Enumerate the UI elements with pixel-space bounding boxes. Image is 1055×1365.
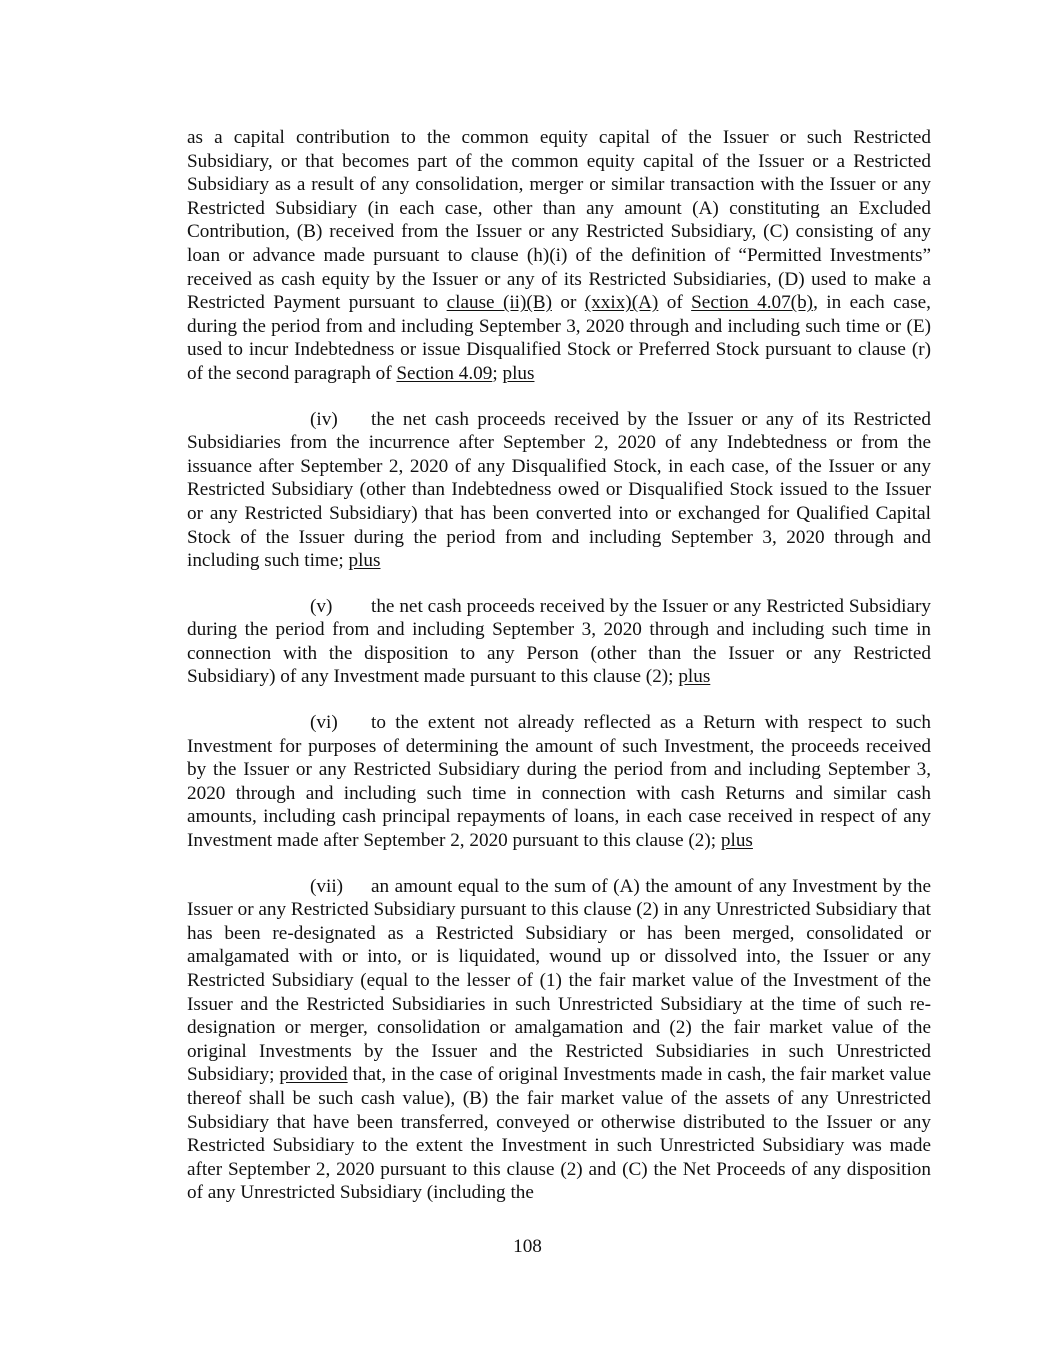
section-4-09-reference: Section 4.09 [396,362,493,384]
paragraph-vi: (vi) to the extent not already reflected as a Return with respect to such Investment for purposes of determining the amount of such Investment, the proceeds received by the Issuer or any Restricted Subsidiary during the period from and including September 3, 2020 through and including such time in connection with cash Returns and similar cash amounts, including cash principal repayments of loans, in each case received in respect of any Investment made after September 2, 2020 pursuant to this clause (2); plus [187,712,931,852]
paragraph-iv: (iv) the net cash proceeds received by the Issuer or any of its Restricted Subsidiaries from the incurrence after September 2, 2020 of any Indebtedness or from the issuance after September 2, 2020 of any Disqualified Stock, in each case, of the Issuer or any Restricted Subsidiary (other than Indebtedness owed or Disqualified Stock issued to the Issuer or any Restricted Subsidiary) that has been converted into or exchanged for Qualified Capital Stock of the Issuer during the period from and including September 3, 2020 through and including such time; plus [187,408,931,572]
provided-term: provided [279,1064,348,1086]
plus-term: plus [720,830,753,852]
clause-xxix-a-reference: (xxix)(A) [584,292,659,314]
paragraph-vii: (vii) an amount equal to the sum of (A) the amount of any Investment by the Issuer or any Restricted Subsidiary pursuant to this clause (2) in any Unrestricted Subsidiary that has been re-designated as a Restricted Subsidiary or has been merged, consolidated or amalgamated with or into, or is liquidated, wound up or dissolved into, the Issuer or any Restricted Subsidiary (equal to the lesser of (1) the fair market value of the Investment of the Issuer and the Restricted Subsidiaries in such Unrestricted Subsidiary at the time of such re-designation or merger, consolidation or amalgamation and (2) the fair market value of the original Investments by the Issuer and the Restricted Subsidiaries in such Unrestricted Subsidiary; provided that, in the case of original Investments made in cash, the fair market value thereof shall be such cash value), (B) the fair market value of the assets of any Unrestricted Subsidiary that have been transferred, conveyed or otherwise distributed to the Issuer or any Restricted Subsidiary to the extent the Investment in such Unrestricted Subsidiary was made after September 2, 2020 pursuant to this clause (2) and (C) the Net Proceeds of any disposition of any Unrestricted Subsidiary (including the [187,875,931,1204]
clause-number: (vii) [310,875,344,897]
paragraph-continuation: as a capital contribution to the common equity capital of the Issuer or such Restricted Subsidiary, or that becomes part of the common equity capital of the Issuer or a Restricted Subsidiary as a result of any consolidation, merger or similar transaction with the Issuer or any Restricted Subsidiary (in each case, other than any amount (A) constituting an Excluded Contribution, (B) received from the Issuer or any Restricted Subsidiary, (C) consisting of any loan or advance made pursuant to clause (h)(i) of the definition of “Permitted Investments” received as cash equity by the Issuer or any of its Restricted Subsidiaries, (D) used to make a Restricted Payment pursuant to clause (ii)(B) or (xxix)(A) of Section 4.07(b), in each case, during the period from and including September 3, 2020 through and including such time or (E) used to incur Indebtedness or issue Disqualified Stock or Preferred Stock pursuant to clause (r) of the second paragraph of Section 4.09; plus [187,127,931,384]
plus-term: plus [502,362,535,384]
clause-number: (iv) [310,408,338,430]
clause-ii-b-reference: clause (ii)(B) [446,292,552,314]
document-body [187,126,931,1227]
paragraph-v: (v) the net cash proceeds received by the Issuer or any Restricted Subsidiary during the period from and including September 3, 2020 through and including such time in connection with the disposition to any Person (other than the Issuer or any Restricted Subsidiary) of any Investment made pursuant to this clause (2); plus [187,595,931,688]
plus-term: plus [678,666,711,688]
section-4-07-b-reference: Section 4.07(b) [691,292,814,314]
plus-term: plus [348,550,381,572]
clause-number: (v) [310,595,333,617]
clause-number: (vi) [310,712,338,734]
page-number: 108 [513,1236,542,1257]
